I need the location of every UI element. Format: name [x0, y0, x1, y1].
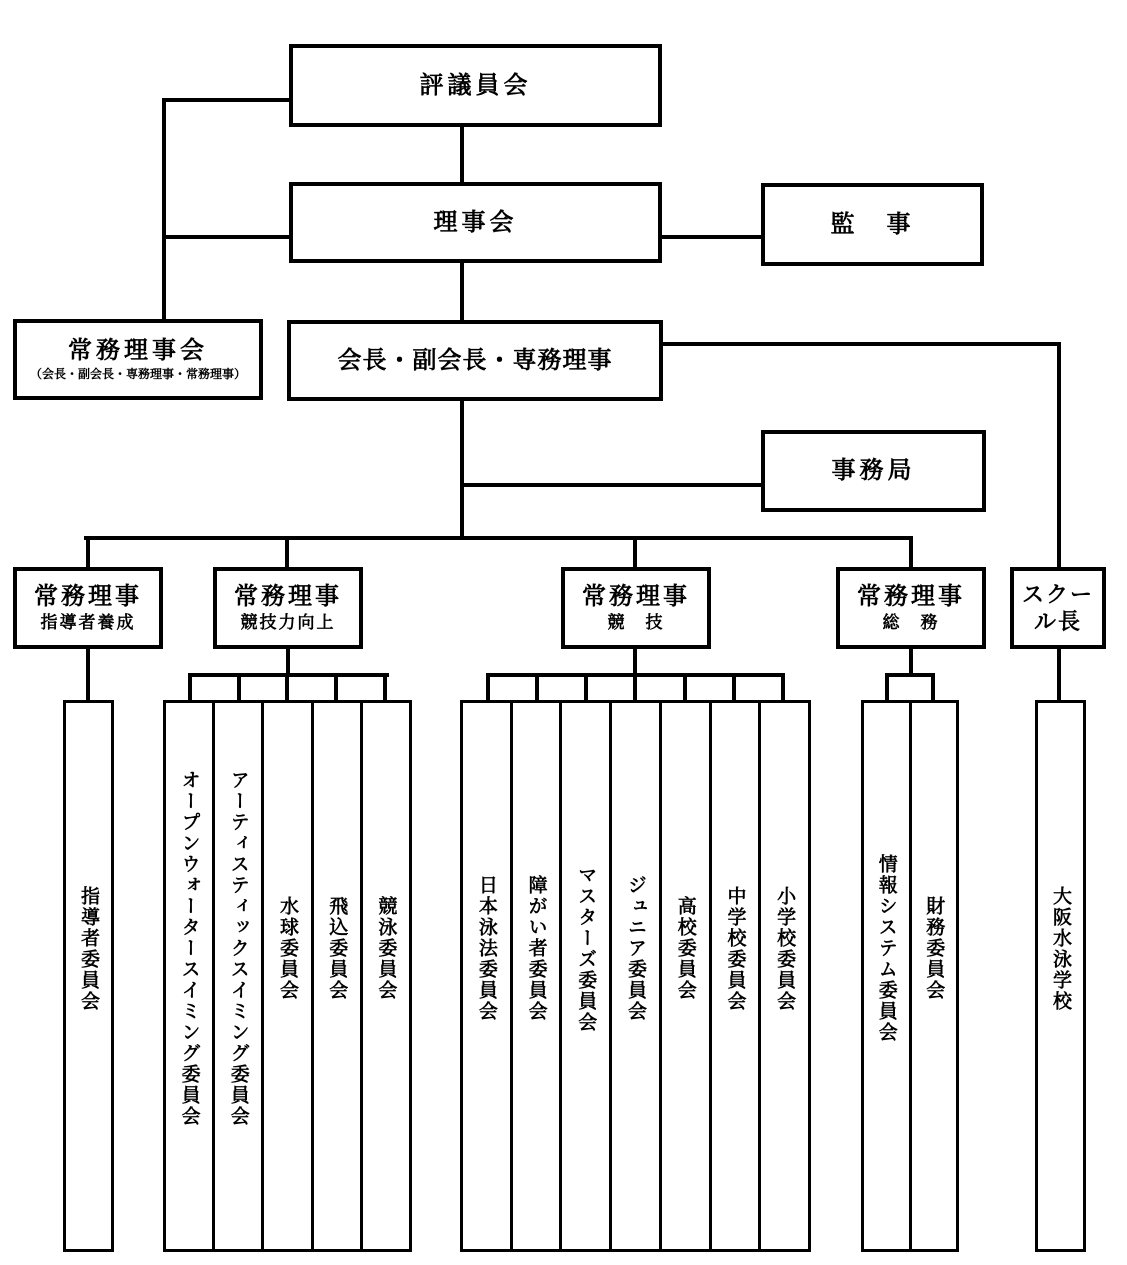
committee-label: マスターズ委員会 [575, 864, 597, 1033]
committee-label: 障がい者委員会 [525, 875, 547, 1022]
committee-label: ジュニア委員会 [625, 875, 647, 1022]
connector-line [535, 673, 539, 703]
committee-label: 高校委員会 [674, 896, 696, 1001]
committee-box [510, 703, 560, 1249]
connector-line [237, 673, 241, 703]
connector-line [584, 673, 588, 703]
director-subtitle: 競 技 [607, 613, 665, 633]
committee-box [709, 703, 759, 1249]
committee-label: 水球委員会 [277, 896, 298, 1001]
committee-group-school [1035, 700, 1086, 1252]
committee-label: 日本泳法委員会 [475, 875, 497, 1022]
connector-line [86, 649, 90, 703]
committee-box [212, 703, 261, 1249]
committee-box [659, 703, 709, 1249]
council-label: 評議員会 [419, 71, 532, 99]
committee-box [609, 703, 659, 1249]
connector-line [460, 127, 464, 184]
committee-label: 小学校委員会 [774, 885, 796, 1012]
box-council [289, 44, 662, 127]
committee-box [166, 703, 212, 1249]
box-school-head [1010, 567, 1106, 649]
connector-line [781, 673, 785, 703]
committee-box [909, 703, 957, 1249]
executive-board-subtitle: （会長・副会長・専務理事・常務理事） [29, 366, 246, 381]
connector-line [188, 673, 192, 703]
director-subtitle: 総 務 [882, 613, 940, 633]
connector-line [633, 673, 637, 703]
connector-line [659, 342, 1061, 346]
connector-line [633, 536, 637, 569]
connector-line [460, 483, 763, 487]
director-subtitle: 競技力向上 [240, 613, 336, 633]
box-director-training [13, 567, 163, 649]
committee-label: 中学校委員会 [724, 885, 746, 1012]
connector-line [84, 536, 913, 540]
committee-box [261, 703, 310, 1249]
box-executive-board [13, 319, 263, 400]
connector-line [460, 262, 464, 322]
connector-line [460, 401, 464, 540]
connector-line [162, 98, 166, 323]
director-title: 常務理事 [234, 583, 342, 611]
connector-line [931, 673, 935, 703]
committee-group-competition [460, 700, 811, 1252]
connector-line [383, 673, 387, 703]
auditor-label: 監 事 [830, 210, 915, 238]
committee-group-training [63, 700, 114, 1252]
director-title: 常務理事 [857, 583, 965, 611]
executive-board-title: 常務理事会 [68, 337, 208, 365]
connector-line [1057, 342, 1061, 571]
committee-box [360, 703, 409, 1249]
box-secretariat [761, 430, 986, 512]
committee-box [864, 703, 909, 1249]
committee-box [758, 703, 808, 1249]
committee-box [66, 703, 111, 1249]
secretariat-label: 事務局 [831, 457, 916, 485]
box-director-performance [213, 567, 363, 649]
board-label: 理事会 [433, 208, 518, 236]
box-auditors [761, 183, 984, 266]
director-title: 常務理事 [582, 583, 690, 611]
committee-label: 大阪水泳学校 [1050, 885, 1071, 1012]
connector-line [659, 235, 763, 239]
committee-box [1038, 703, 1083, 1249]
connector-line [334, 673, 338, 703]
committee-box [559, 703, 609, 1249]
president-label: 会長・副会長・専務理事 [337, 346, 613, 374]
connector-line [285, 673, 289, 703]
connector-line [162, 98, 293, 102]
connector-line [1057, 649, 1061, 703]
box-director-competition [561, 567, 711, 649]
committee-box [311, 703, 360, 1249]
director-title: 常務理事 [34, 583, 142, 611]
committee-box [463, 703, 510, 1249]
connector-line [486, 673, 490, 703]
school-head-line1: スクー [1021, 581, 1094, 607]
connector-line [885, 673, 889, 703]
connector-line [86, 536, 90, 569]
committee-label: 財務委員会 [923, 896, 945, 1001]
box-president [287, 320, 663, 401]
committee-group-general-affairs [861, 700, 959, 1252]
committee-group-performance [163, 700, 412, 1252]
committee-label: オープンウォータースイミング委員会 [178, 770, 200, 1127]
connector-line [909, 536, 913, 569]
connector-line [885, 673, 935, 677]
school-head-line2: ル長 [1033, 609, 1082, 634]
connector-line [285, 536, 289, 569]
committee-label: 情報システム委員会 [875, 854, 897, 1043]
connector-line [683, 673, 687, 703]
box-board-of-directors [289, 182, 662, 263]
committee-label: 指導者委員会 [78, 885, 99, 1012]
committee-label: アーティスティックスイミング委員会 [227, 770, 249, 1127]
connector-line [732, 673, 736, 703]
connector-line [162, 235, 293, 239]
box-director-general-affairs [836, 567, 986, 649]
director-subtitle: 指導者養成 [40, 613, 136, 633]
committee-label: 競泳委員会 [375, 896, 397, 1001]
committee-label: 飛込委員会 [326, 896, 348, 1001]
